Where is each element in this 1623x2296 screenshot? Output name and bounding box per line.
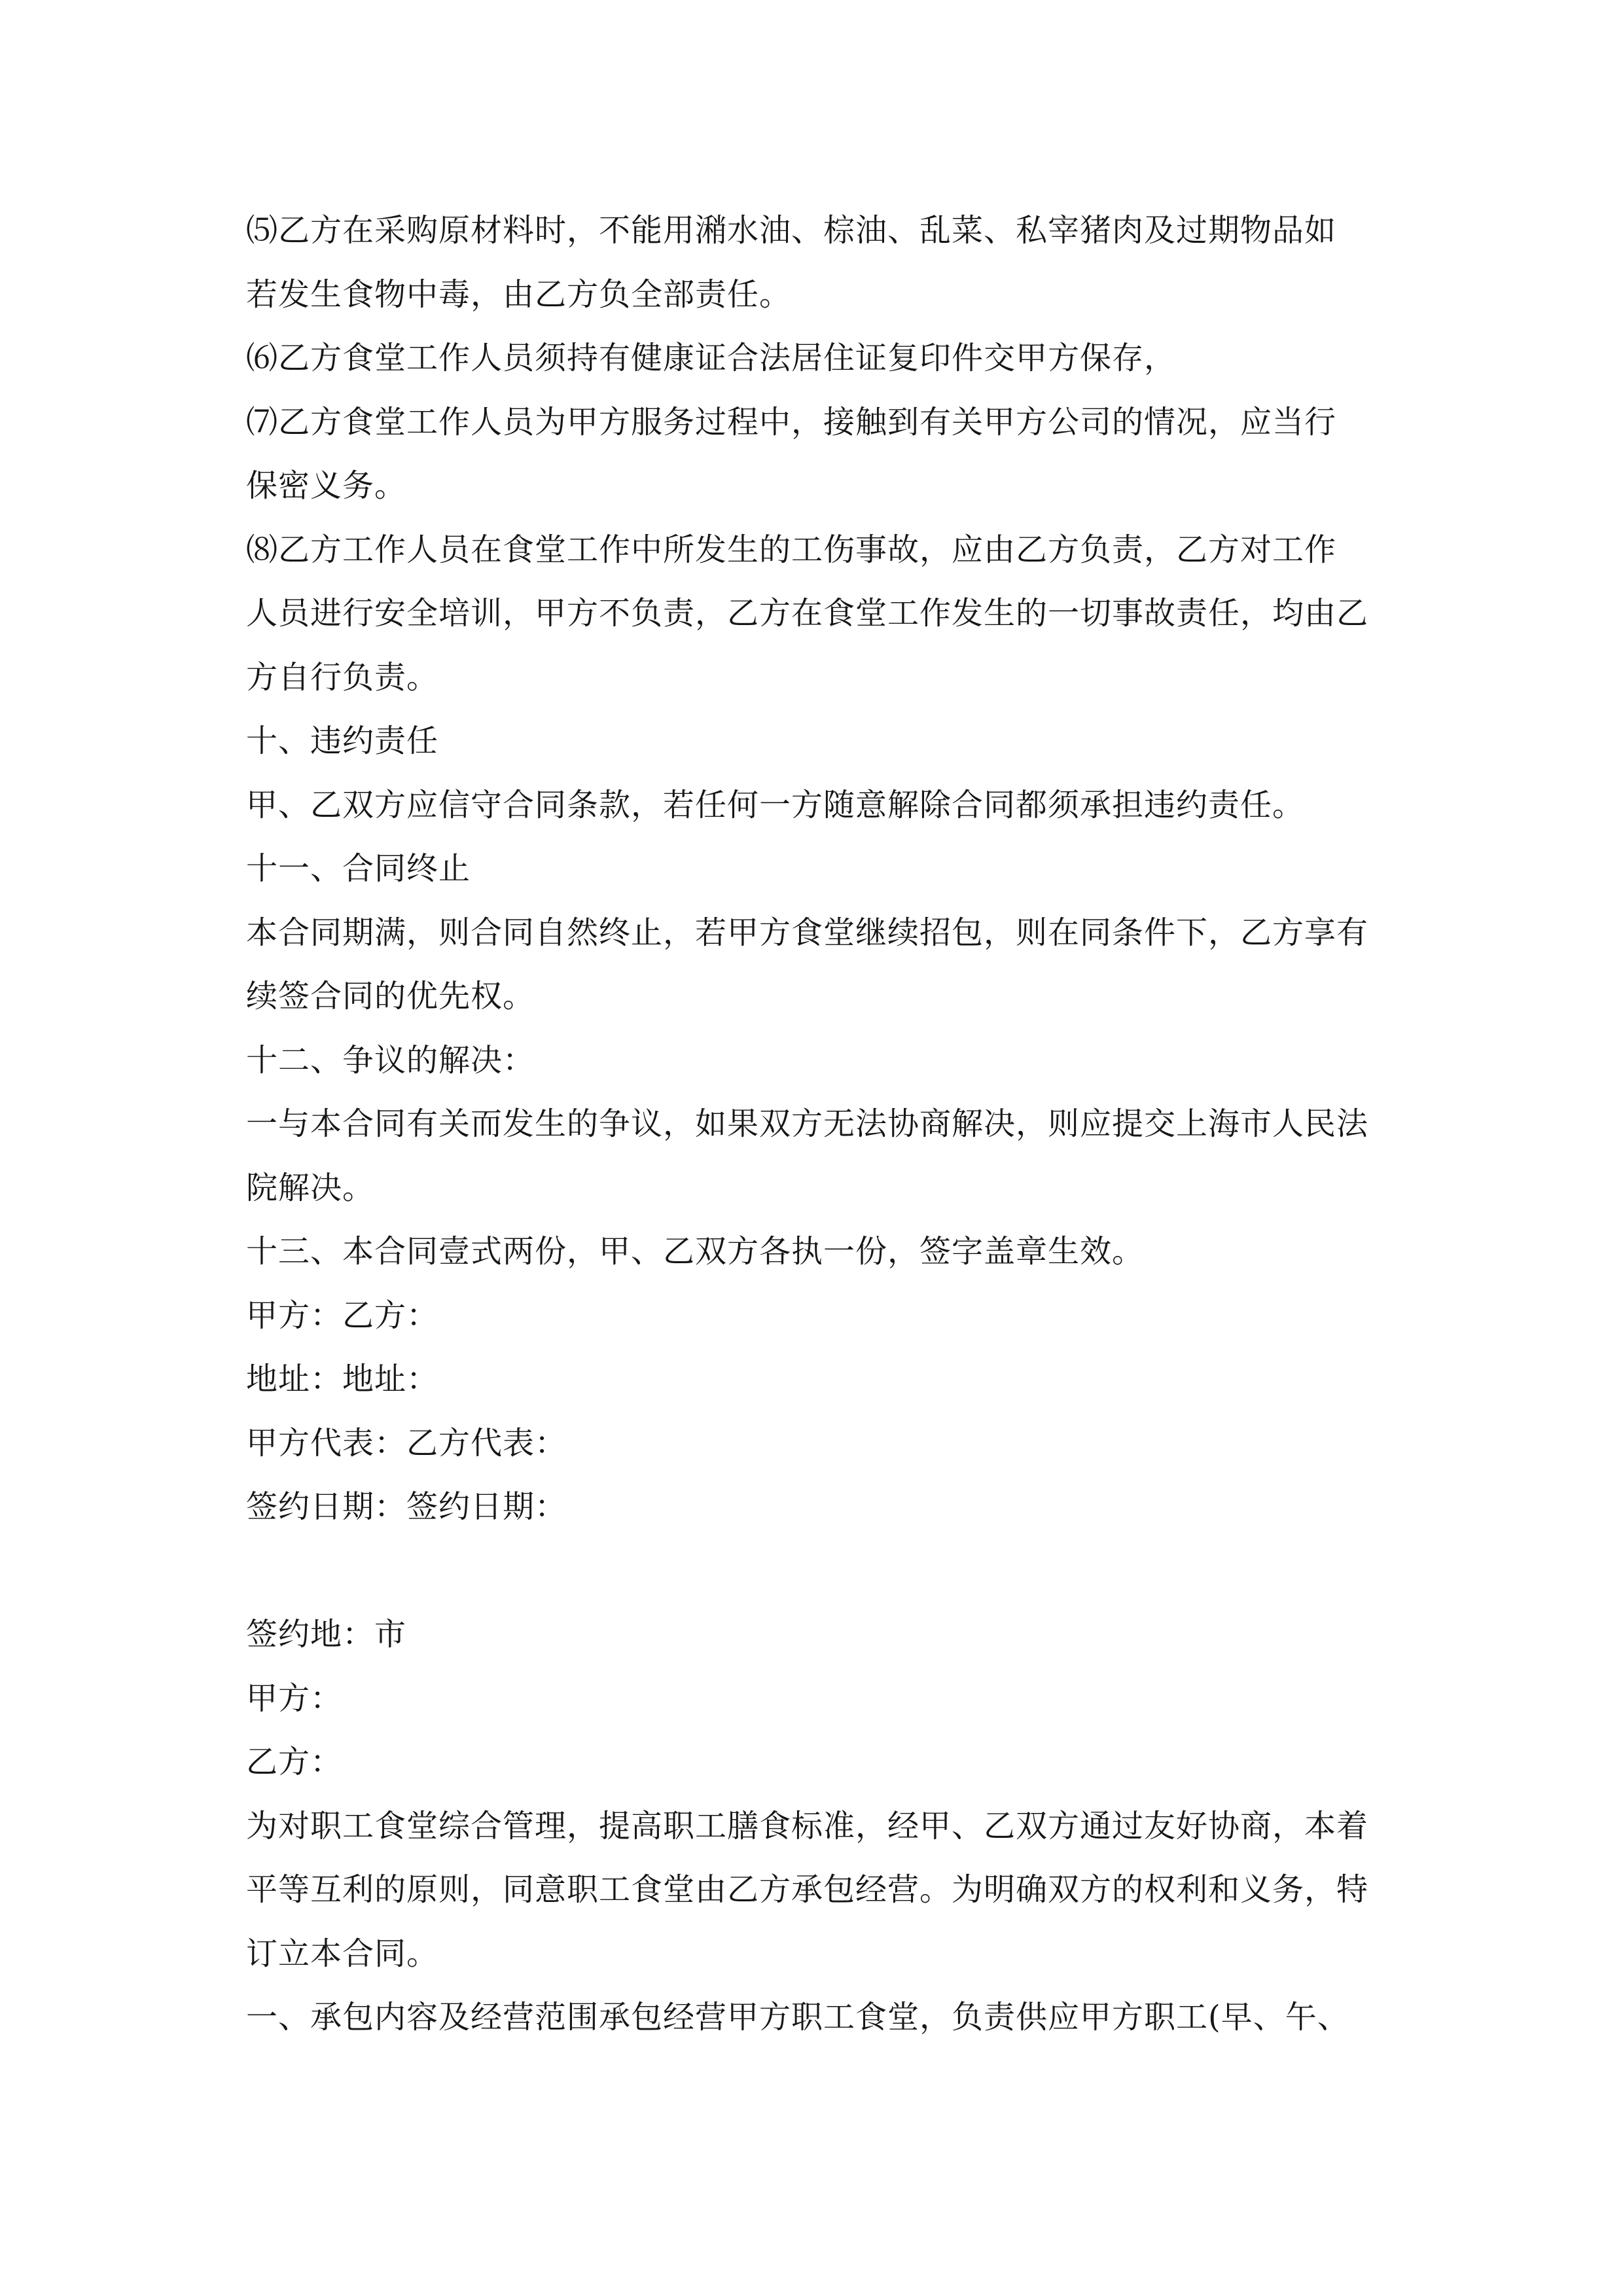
signing-date-line: 签约日期：签约日期： — [246, 1488, 567, 1525]
preamble-line-2: 平等互利的原则，同意职工食堂由乙方承包经营。为明确双方的权利和义务，特 — [246, 1871, 1369, 1908]
section-11-text-line-2: 续签合同的优先权。 — [246, 978, 535, 1014]
party-a-line: 甲方： — [246, 1679, 343, 1717]
clause-8-line-2: 人员进行安全培训，甲方不负责，乙方在食堂工作发生的一切事故责任，均由乙 — [246, 595, 1369, 632]
section-1-heading-line: 一、承包内容及经营范围承包经营甲方职工食堂，负责供应甲方职工(早、午、 — [246, 1999, 1349, 2036]
paragraph-gap — [246, 1539, 1385, 1604]
section-10-text: 甲、乙双方应信守合同条款，若任何一方随意解除合同都须承担违约责任。 — [246, 786, 1305, 823]
clause-8-line-3: 方自行负责。 — [246, 658, 439, 696]
section-11-text-line-1: 本合同期满，则合同自然终止，若甲方食堂继续招包，则在同条件下，乙方享有 — [246, 914, 1369, 951]
document-body — [246, 199, 1385, 2050]
party-signature-line: 甲方：乙方： — [246, 1297, 439, 1334]
party-b-line: 乙方： — [246, 1744, 343, 1780]
address-signature-line: 地址：地址： — [246, 1361, 439, 1397]
section-13-text: 十三、本合同壹式两份，甲、乙双方各执一份，签字盖章生效。 — [246, 1233, 1145, 1270]
clause-7-line-2: 保密义务。 — [246, 467, 407, 504]
clause-6-line-1: ⑹乙方食堂工作人员须持有健康证合法居住证复印件交甲方保存， — [246, 340, 1177, 376]
clause-5-line-2: 若发生食物中毒，由乙方负全部责任。 — [246, 276, 792, 313]
preamble-line-1: 为对职工食堂综合管理，提高职工膳食标准，经甲、乙双方通过友好协商，本着 — [246, 1807, 1369, 1844]
clause-5-line-1: ⑸乙方在采购原材料时，不能用潲水油、棕油、乱菜、私宰猪肉及过期物品如 — [246, 212, 1337, 249]
section-10-heading: 十、违约责任 — [246, 723, 439, 759]
representative-signature-line: 甲方代表：乙方代表： — [246, 1424, 567, 1462]
section-12-text-line-2: 院解决。 — [246, 1169, 375, 1206]
clause-8-line-1: ⑻乙方工作人员在食堂工作中所发生的工伤事故，应由乙方负责，乙方对工作 — [246, 531, 1337, 568]
signing-place-line: 签约地：市 — [246, 1616, 407, 1653]
section-12-text-line-1: 一与本合同有关而发生的争议，如果双方无法协商解决，则应提交上海市人民法 — [246, 1105, 1369, 1142]
section-11-heading: 十一、合同终止 — [246, 850, 471, 887]
section-12-heading: 十二、争议的解决： — [246, 1041, 535, 1079]
clause-7-line-1: ⑺乙方食堂工作人员为甲方服务过程中，接触到有关甲方公司的情况，应当行 — [246, 403, 1337, 440]
preamble-line-3: 订立本合同。 — [246, 1935, 439, 1972]
